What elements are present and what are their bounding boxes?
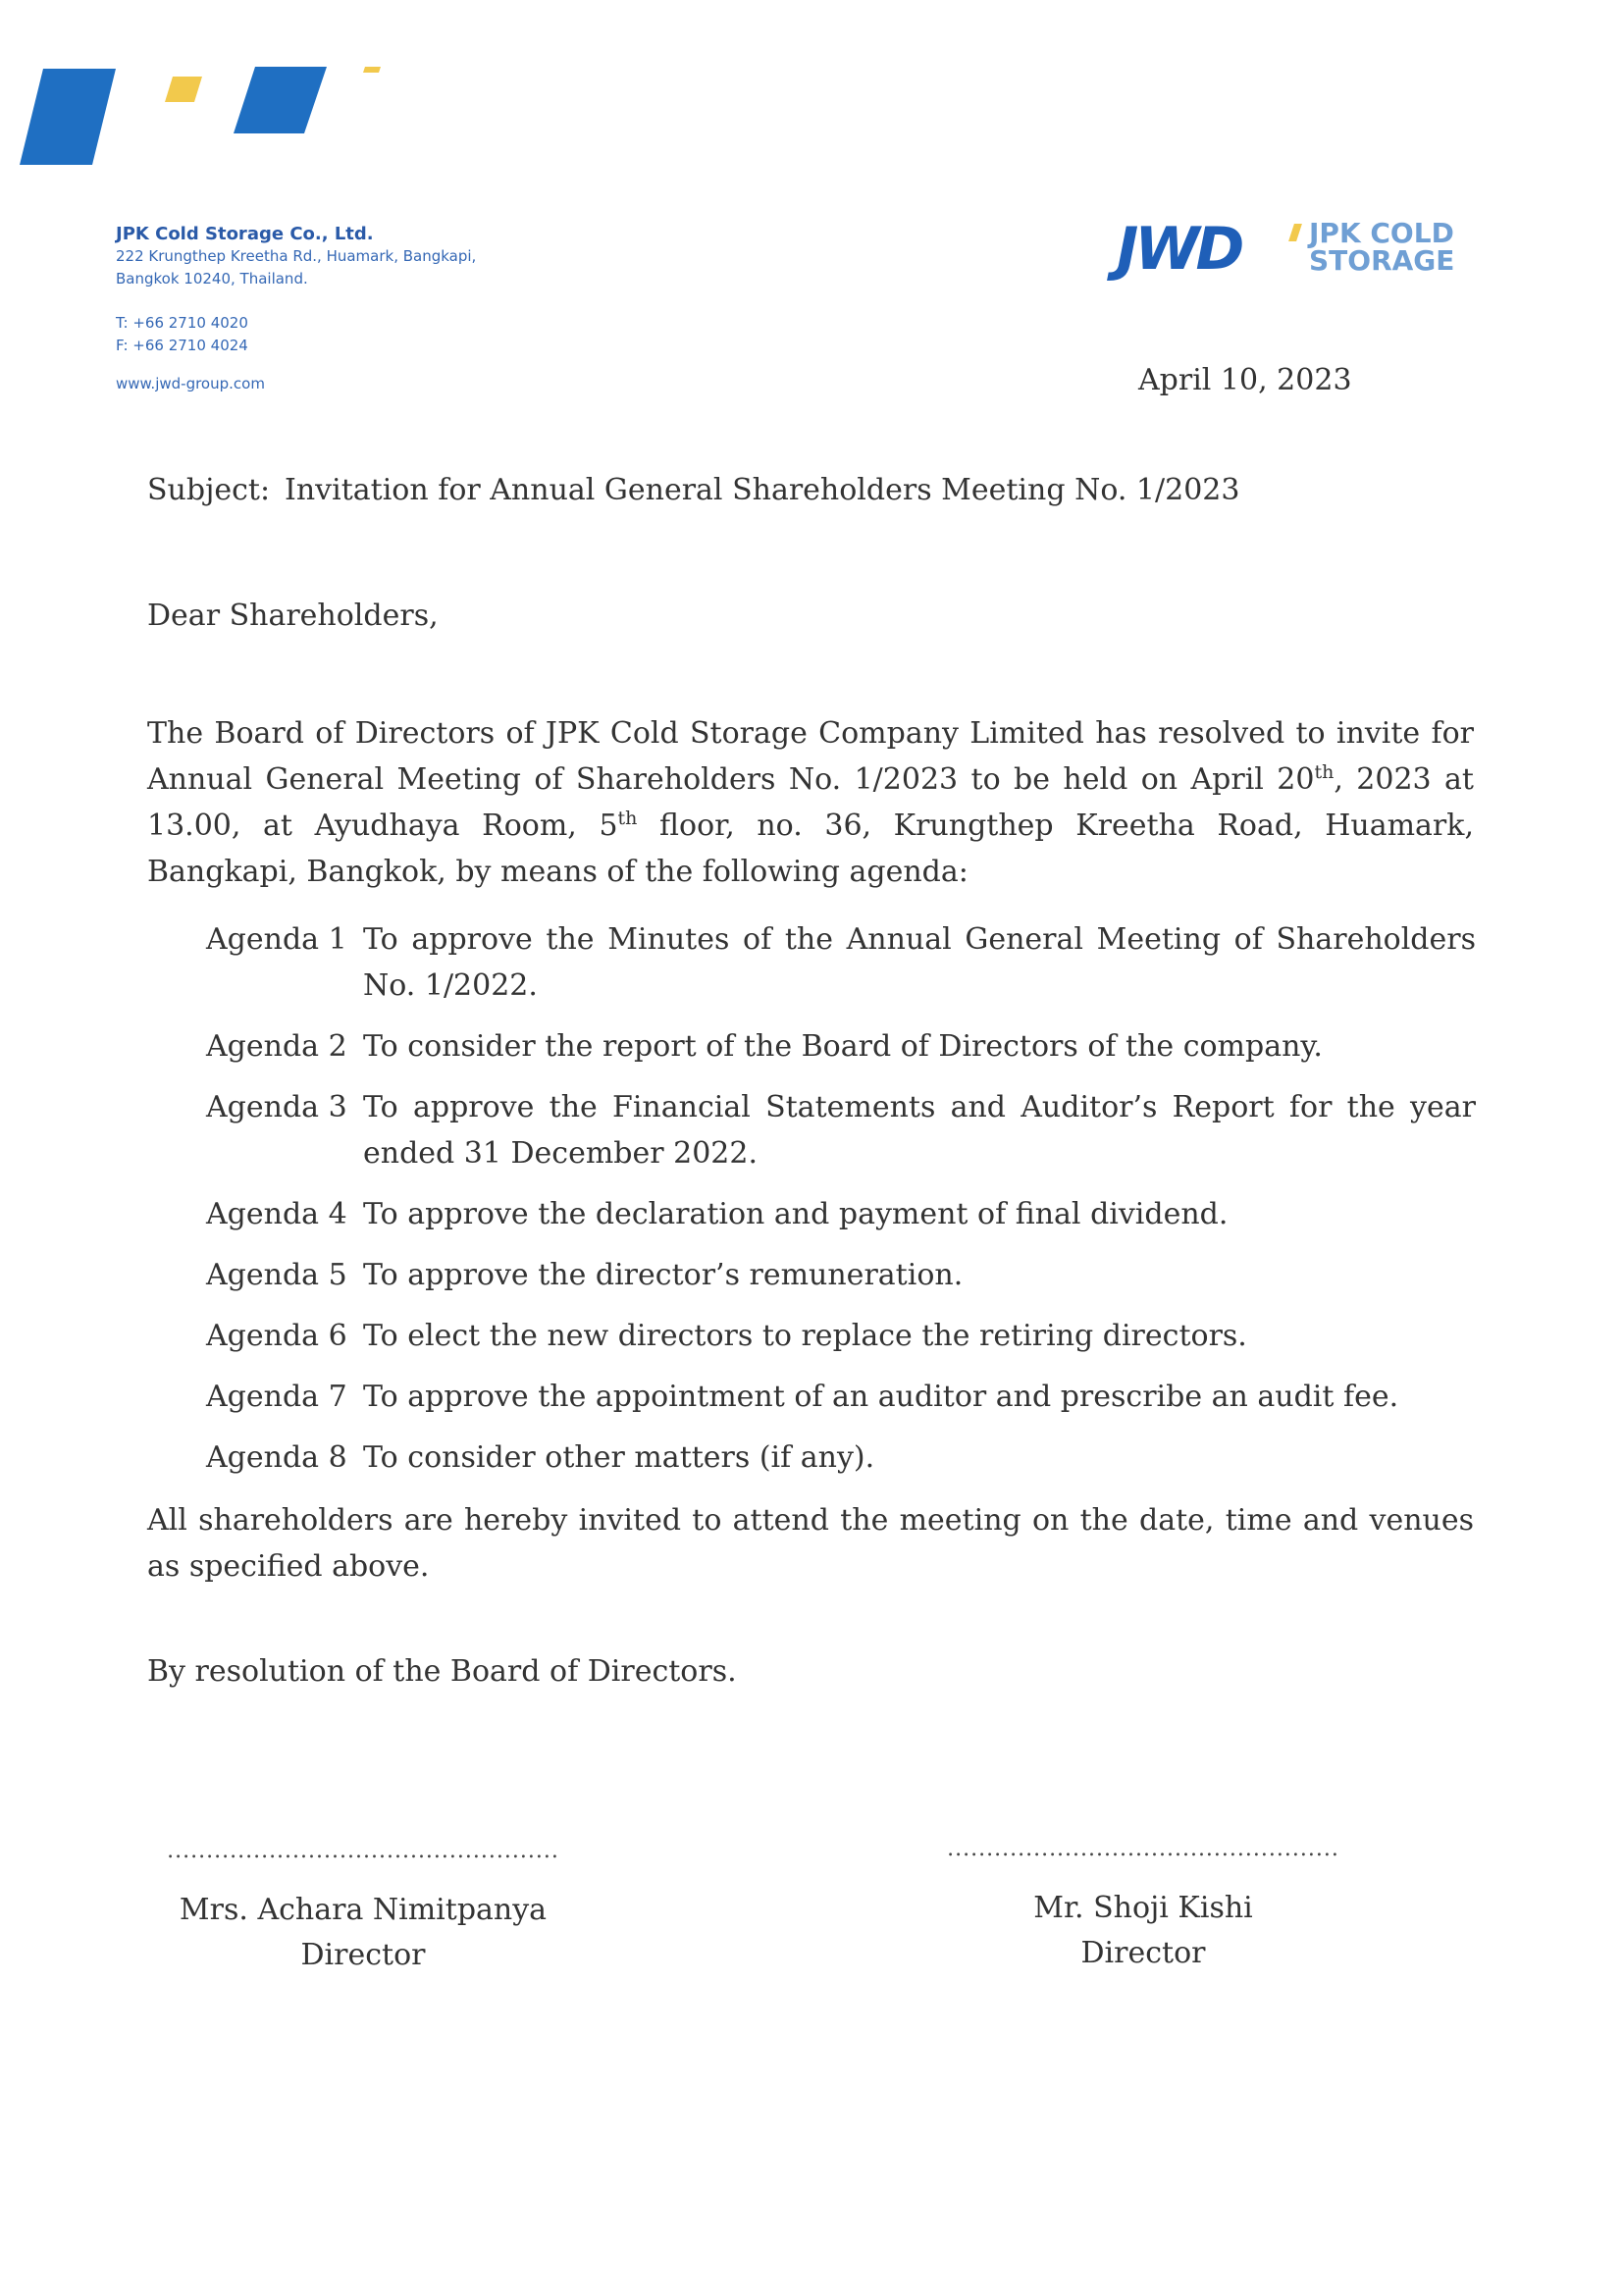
signatory-name: Mrs. Achara Nimitpanya [179,1893,548,1927]
logo-mark: JWD [1117,215,1241,284]
agenda-label: Agenda 4 [206,1197,347,1231]
address-line-2: Bangkok 10240, Thailand. [116,270,308,287]
ordinal-suffix: th [617,808,638,829]
resolution-line: By resolution of the Board of Directors. [147,1654,737,1689]
agenda-item [206,1435,1476,1481]
agenda-list [206,916,1476,1495]
intro-paragraph [147,710,1474,895]
signature-line: .................................................. [947,1837,1339,1861]
agenda-item [206,1252,1476,1298]
subject-line [147,467,1474,513]
agenda-item [206,1084,1476,1176]
subject-text: Invitation for Annual General Shareholders Meeting No. 1/2023 [285,473,1240,507]
salutation: Dear Shareholders, [147,599,439,633]
logo-text [1309,217,1455,277]
agenda-text: To approve the Minutes of the Annual General Meeting of Shareholders No. 1/2022. [363,922,1476,1003]
agenda-text: To elect the new directors to replace the retiring directors. [363,1319,1247,1353]
agenda-label: Agenda 3 [206,1090,347,1124]
agenda-item [206,1374,1476,1420]
logo-line-2: STORAGE [1309,244,1455,277]
agenda-text: To consider other matters (if any). [363,1440,875,1475]
company-name: JPK Cold Storage Co., Ltd. [116,224,374,244]
agenda-label: Agenda 2 [206,1029,347,1064]
ordinal-suffix: th [1314,761,1335,783]
agenda-label: Agenda 7 [206,1380,347,1414]
agenda-text: To consider the report of the Board of Directors of the company. [363,1029,1323,1064]
agenda-item [206,1023,1476,1070]
signatory-name: Mr. Shoji Kishi [1033,1891,1253,1925]
company-info [116,224,567,392]
agenda-text: To approve the director’s remuneration. [363,1258,964,1292]
intro-text-1: The Board of Directors of JPK Cold Storage Company Limited has resolved to invite for Annual General Meeting of Shareholders No. 1/2023 to be held on April 20 [147,716,1474,797]
intro-text-3: floor, no. 36, Krungthep Kreetha Road, Huamark, Bangkapi, Bangkok, by means of the following agenda: [147,809,1474,889]
signature-block-left [147,1829,579,1978]
subject-label: Subject: [147,473,271,507]
agenda-label: Agenda 1 [206,922,347,957]
website-link[interactable]: www.jwd-group.com [116,375,265,392]
logo-accent [1288,224,1302,241]
logo-line-1: JPK COLD [1309,217,1454,249]
address-line-1: 222 Krungthep Kreetha Rd., Huamark, Bangkapi, [116,247,477,265]
signature-block-right [927,1827,1359,1976]
agenda-item [206,1191,1476,1237]
agenda-item [206,1313,1476,1359]
closing-paragraph: All shareholders are hereby invited to attend the meeting on the date, time and venues as specified above. [147,1503,1474,1584]
decorative-stripes [0,0,412,177]
company-logo [1117,214,1460,283]
agenda-text: To approve the declaration and payment of final dividend. [363,1197,1229,1231]
signatory-title: Director [1080,1936,1206,1970]
agenda-label: Agenda 5 [206,1258,347,1292]
phone-number: T: +66 2710 4020 [116,314,248,332]
letter-date: April 10, 2023 [1138,363,1352,397]
agenda-label: Agenda 6 [206,1319,347,1353]
fax-number: F: +66 2710 4024 [116,337,248,354]
signature-line: .................................................. [167,1839,559,1863]
agenda-text: To approve the appointment of an auditor and prescribe an audit fee. [363,1380,1399,1414]
intro-text-2: , 2023 at 13.00, at Ayudhaya Room, 5 [147,762,1474,843]
agenda-label: Agenda 8 [206,1440,347,1475]
signatory-title: Director [300,1938,426,1972]
agenda-item [206,916,1476,1009]
agenda-text: To approve the Financial Statements and Auditor’s Report for the year ended 31 December 2022. [363,1090,1476,1171]
